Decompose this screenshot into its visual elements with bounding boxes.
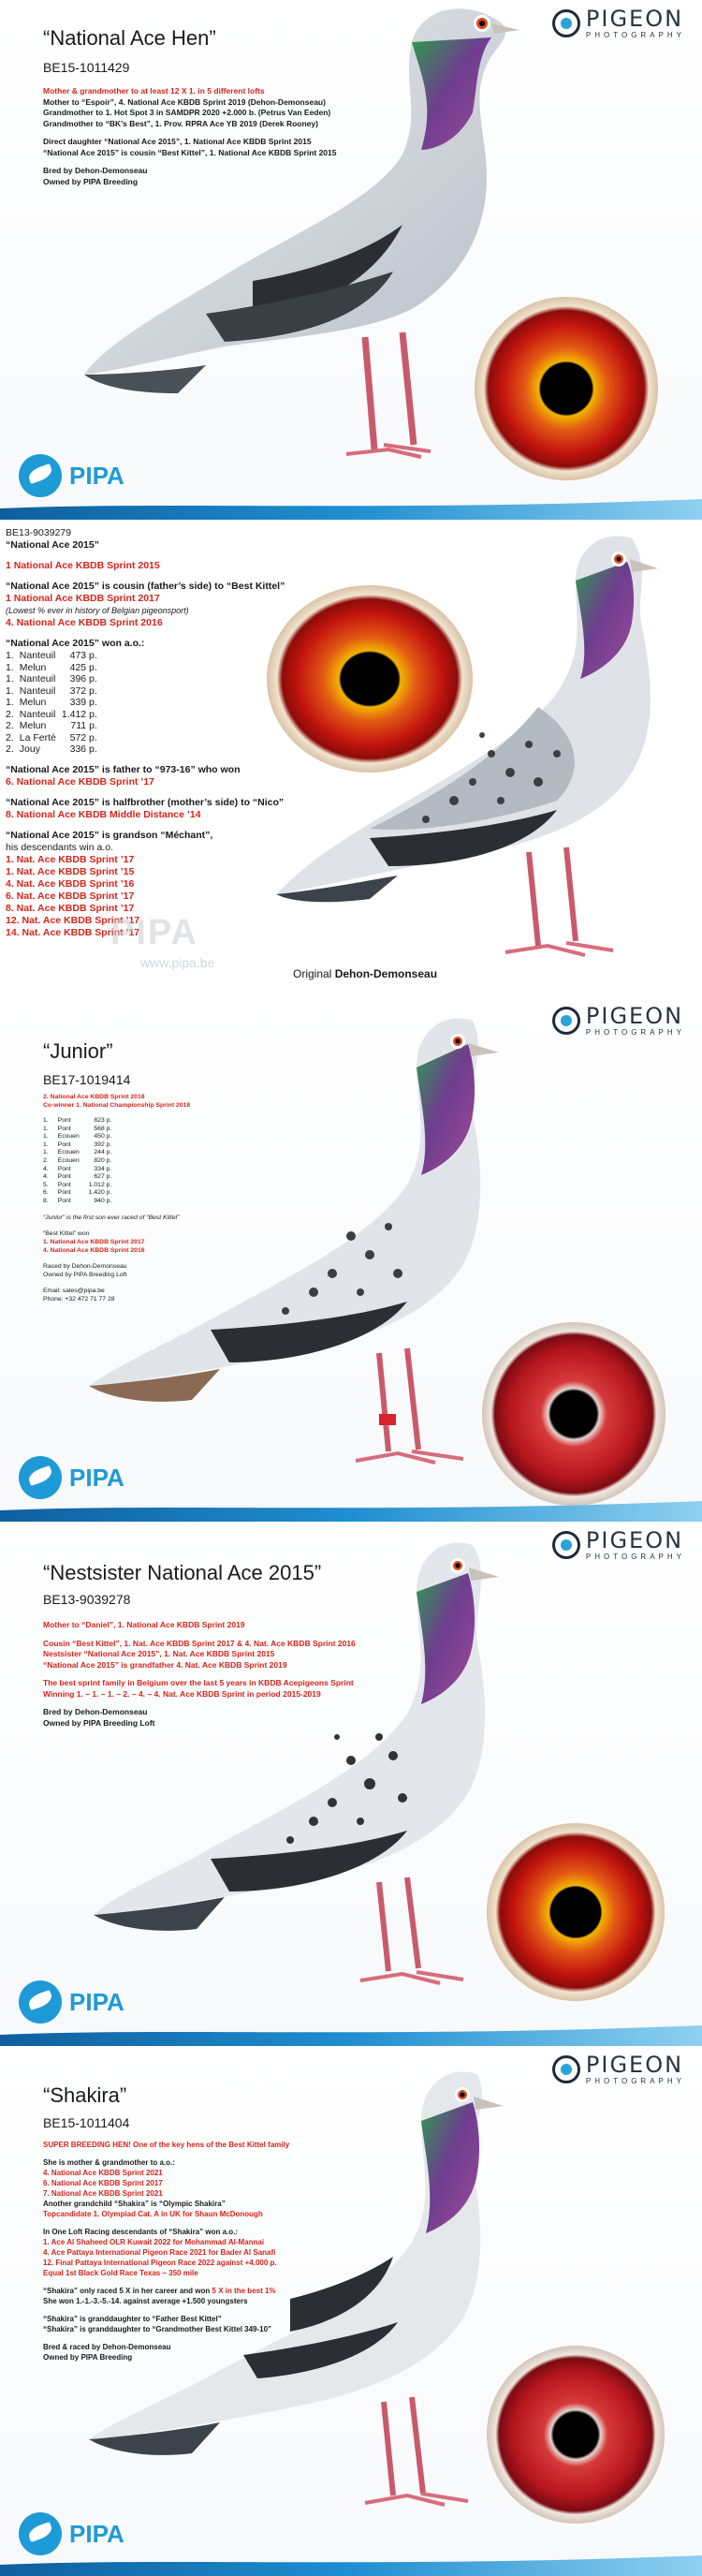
- result-row: 4. Pont 627 p.: [43, 1173, 112, 1181]
- pedigree-text: Mother to “Daniel”, 1. National Ace KBDB Sprint 2019 Cousin “Best Kittel”, 1. Nat. Ace KBDB Sprint 2017 & 4. Nat. Ace KBDB Sprint 2016 Nestsister “National Ace 2015”, 1. Nat. Ace KBDB Sprint 2015 “National Ace 2015” is grandfather 4. Nat. Ace KBDB Sprint 2019 The best sprint family in Belgium over the last 5 years in KBDB Acepigeons Sprint Winning 1. – 1. – 1. – 2. – 4. – 4. Nat. Ace KBDB Sprint in period 2015-2019 Bred by Dehon-Demonseau Owned by PIPA Breeding Loft: [43, 1620, 356, 1728]
- text-line: 6. National Ace KBDB Sprint 2017: [43, 2179, 163, 2187]
- panel-nestsister: [0, 1522, 702, 2046]
- text-line: Grandmother to “BK’s Best”, 1. Prov. RPRA Ace YB 2019 (Derek Rooney): [43, 118, 318, 128]
- eye-closeup: [473, 295, 660, 482]
- result-row: 1. Pont 392 p.: [43, 1141, 112, 1148]
- text-line: Owned by PIPA Breeding: [43, 2353, 133, 2362]
- pigeon-photography-logo: PIGEON PHOTOGRAPHY: [552, 1005, 685, 1037]
- pipa-pigeon-icon: [19, 454, 62, 497]
- text-line: Grandmother to 1. Hot Spot 3 in SAMDPR 2020 +2.000 b. (Petrus Van Eeden): [43, 108, 331, 117]
- breeder-caption: Original Dehon-Demonseau: [293, 967, 438, 980]
- text-line: 12. Final Pattaya International Pigeon Race 2022 against +4.000 p.: [43, 2259, 277, 2267]
- result-row: 1. Nanteuil 473 p.: [6, 650, 97, 661]
- pigeon-title: “Junior”: [43, 1039, 113, 1063]
- text-line: 4. Ace Pattaya International Pigeon Race 2021 for Bader Al Sanafi: [43, 2248, 276, 2257]
- result-row: 6. Pont 1.420 p.: [43, 1189, 112, 1197]
- eye-closeup: [485, 2344, 667, 2526]
- camera-lens-icon: [552, 9, 580, 37]
- ring-number: BE15-1011429: [43, 60, 130, 75]
- text-line: She is mother & grandmother to a.o.:: [43, 2158, 175, 2167]
- text-line: She won 1.-1.-3.-5.-14. against average +1.500 youngsters: [43, 2297, 248, 2305]
- result-row: 8. Pont 940 p.: [43, 1197, 112, 1204]
- camera-lens-icon: [552, 2055, 580, 2083]
- descendant-result: 1. Nat. Ace KBDB Sprint ’17: [6, 853, 135, 865]
- descendant-result: 4. Nat. Ace KBDB Sprint ’16: [6, 877, 135, 890]
- pedigree-text: 2. National Ace KBDB Sprint 2018 Co-winner 1. National Championship Sprint 2018 1. Pont 823 p. 1. Pont 568 p. 1. Ecouen 450 p. 1. Pont 392 p. 1. Ecouen 244 p. 2. Ecouen 820 p. 4. Pont 334 p. 4. Pont 627 p. 5. Pont 1.012 p. 6. Pont 1.420 p. 8. Pont 940 p. “Junior” is the first son ever raced of “Best Kittel” “Best Kittel” won 1. National Ace KBDB Sprint 2017 4. National Ace KBDB Sprint 2016 Raced by Dehon-Demonseau Owned by PIPA Breeding Loft Email: sales@pipa.be Phone: +32 472 71 77 28: [43, 1094, 191, 1303]
- ring-number: BE15-1011404: [43, 2115, 130, 2130]
- result-row: 1. Pont 823 p.: [43, 1117, 112, 1124]
- text-line: “Shakira” is granddaughter to “Grandmother Best Kittel 349-10”: [43, 2325, 272, 2333]
- text-line: Another grandchild “Shakira” is “Olympic Shakira”: [43, 2200, 226, 2208]
- results-table: [6, 650, 103, 756]
- brand-name: PIGEON: [585, 6, 684, 32]
- result-row: 1. Ecouen 244 p.: [43, 1149, 112, 1156]
- pigeon-photo: [66, 2055, 552, 2524]
- pipa-pigeon-icon: [19, 1456, 62, 1499]
- text-line: Topcandidate 1. Olympiad Cat. A in UK for Shaun McDonough: [43, 2210, 263, 2218]
- pipa-logo: PIPA: [19, 454, 124, 497]
- descendant-result: 6. Nat. Ace KBDB Sprint ’17: [6, 890, 135, 902]
- pipa-logo: PIPA: [19, 1980, 124, 2024]
- pigeon-title: “National Ace Hen”: [43, 26, 216, 50]
- result-row: 2. Jouy 336 p.: [6, 743, 97, 755]
- pipa-logo: PIPA: [19, 2512, 124, 2555]
- wave-stripe: [0, 2552, 702, 2576]
- descendant-result: 12. Nat. Ace KBDB Sprint ’17: [6, 914, 140, 926]
- pigeon-photo: [257, 520, 697, 988]
- text-line: Owned by PIPA Breeding: [43, 176, 139, 186]
- text-line: Mother to “Espoir”, 4. National Ace KBDB Sprint 2019 (Dehon-Demonseau): [43, 96, 326, 107]
- pipa-pigeon-icon: [19, 2512, 62, 2555]
- result-row: 1. Melun 425 p.: [6, 661, 97, 673]
- pipa-watermark-url: www.pipa.be: [140, 955, 215, 970]
- pigeon-title: “Nestsister National Ace 2015”: [43, 1561, 322, 1584]
- result-row: 4. Pont 334 p.: [43, 1165, 112, 1172]
- wave-stripe: [0, 1497, 702, 1522]
- result-row: 2. Nanteuil 1.412 p.: [6, 708, 97, 720]
- result-row: 1. Nanteuil 372 p.: [6, 684, 97, 697]
- text-line: Equal 1st Black Gold Race Texas – 350 mile: [43, 2269, 198, 2277]
- result-row: 5. Pont 1.012 p.: [43, 1181, 112, 1188]
- pipa-pigeon-icon: [19, 1980, 62, 2024]
- panel-national-ace-hen: [0, 0, 702, 520]
- text-line: “National Ace 2015” is cousin “Best Kittel”, 1. National Ace KBDB Sprint 2015: [43, 147, 337, 157]
- wave-stripe: [0, 2022, 702, 2046]
- wave-stripe: [0, 495, 702, 520]
- ring-number: BE17-1019414: [43, 1072, 131, 1087]
- pigeon-photography-logo: PIGEON PHOTOGRAPHY: [552, 2053, 685, 2085]
- result-row: 1. Pont 568 p.: [43, 1125, 112, 1132]
- pigeon-photography-logo: PIGEON PHOTOGRAPHY: [552, 1529, 685, 1561]
- pipa-watermark: PIPA: [110, 913, 198, 952]
- text-line: In One Loft Racing descendants of “Shakira” won a.o.:: [43, 2228, 239, 2236]
- result-row: 1. Nanteuil 396 p.: [6, 673, 97, 684]
- text-line: “Shakira” only raced 5 X in her career and won 5 X in the best 1%: [43, 2287, 276, 2295]
- text-line: SUPER BREEDING HEN! One of the key hens of the Best Kittel family: [43, 2141, 290, 2149]
- text-line: “Shakira” is granddaughter to “Father Best Kittel”: [43, 2315, 222, 2323]
- pigeon-photography-logo: [552, 7, 685, 39]
- descendant-result: 1. Nat. Ace KBDB Sprint ’15: [6, 865, 135, 877]
- eye-closeup: [480, 1320, 667, 1508]
- eye-closeup: [485, 1821, 667, 2004]
- ring-number: BE13-9039278: [43, 1592, 131, 1607]
- pigeon-title: “Shakira”: [43, 2083, 127, 2107]
- text-line: 4. National Ace KBDB Sprint 2021: [43, 2169, 163, 2177]
- text-line: Mother & grandmother to at least 12 X 1. in 5 different lofts: [43, 86, 265, 96]
- text-line: 7. National Ace KBDB Sprint 2021: [43, 2189, 163, 2198]
- text-line: Direct daughter “National Ace 2015”, 1. National Ace KBDB Sprint 2015: [43, 137, 312, 146]
- descendant-result: 8. Nat. Ace KBDB Sprint ’17: [6, 902, 135, 914]
- text-line: Bred by Dehon-Demonseau: [43, 166, 148, 175]
- result-row: 2. La Ferté 572 p.: [6, 731, 97, 743]
- pipa-logo: PIPA: [19, 1456, 124, 1499]
- text-line: 1. Ace Al Shaheed OLR Kuwait 2022 for Mohammad Al-Mannai: [43, 2238, 265, 2246]
- panel-junior: [0, 997, 702, 1522]
- panel-shakira: [0, 2046, 702, 2576]
- brand-sub: PHOTOGRAPHY: [585, 31, 685, 39]
- result-row: 1. Ecouen 450 p.: [43, 1133, 112, 1141]
- result-row: 1. Melun 339 p.: [6, 697, 97, 708]
- result-row: 2. Ecouen 820 p.: [43, 1156, 112, 1164]
- result-row: 2. Melun 711 p.: [6, 720, 97, 731]
- text-line: Bred & raced by Dehon-Demonseau: [43, 2343, 171, 2351]
- panel-national-ace-2015: [0, 520, 702, 997]
- descendant-result: 14. Nat. Ace KBDB Sprint ’17: [6, 926, 140, 938]
- pedigree-text: BE13-9039279 “National Ace 2015” 1 National Ace KBDB Sprint 2015 “National Ace 2015” is cousin (father’s side) to “Best Kittel” 1 National Ace KBDB Sprint 2017 (Lowest % ever in history of Belgian pigeonsport) 4. National Ace KBDB Sprint 2016 “National Ace 2015” won a.o.: 1. Nanteuil 473 p. 1. Melun 425 p. 1. Nanteuil 396 p. 1. Nanteuil 372 p. 1. Melun 339 p. 2. Nanteuil 1.412 p. 2. Melun 711 p. 2. La Ferté 572 p. 2. Jouy 336 p. “National Ace 2015” is father to “973-16” who won 6. National Ace KBDB Sprint ’17 “National Ace 2015” is halfbrother (mother’s side) to “Nico” 8. National Ace KBDB Middle Distance ’14 “National Ace 2015” is grandson “Méchant”, his descendants win a.o. 1. Nat. Ace KBDB Sprint ’17 1. Nat. Ace KBDB Sprint ’15 4. Nat. Ace KBDB Sprint ’16 6. Nat. Ace KBDB Sprint ’17 8. Nat. Ace KBDB Sprint ’17 12. Nat. Ace KBDB Sprint ’17 14. Nat. Ace KBDB Sprint ’17: [6, 527, 285, 938]
